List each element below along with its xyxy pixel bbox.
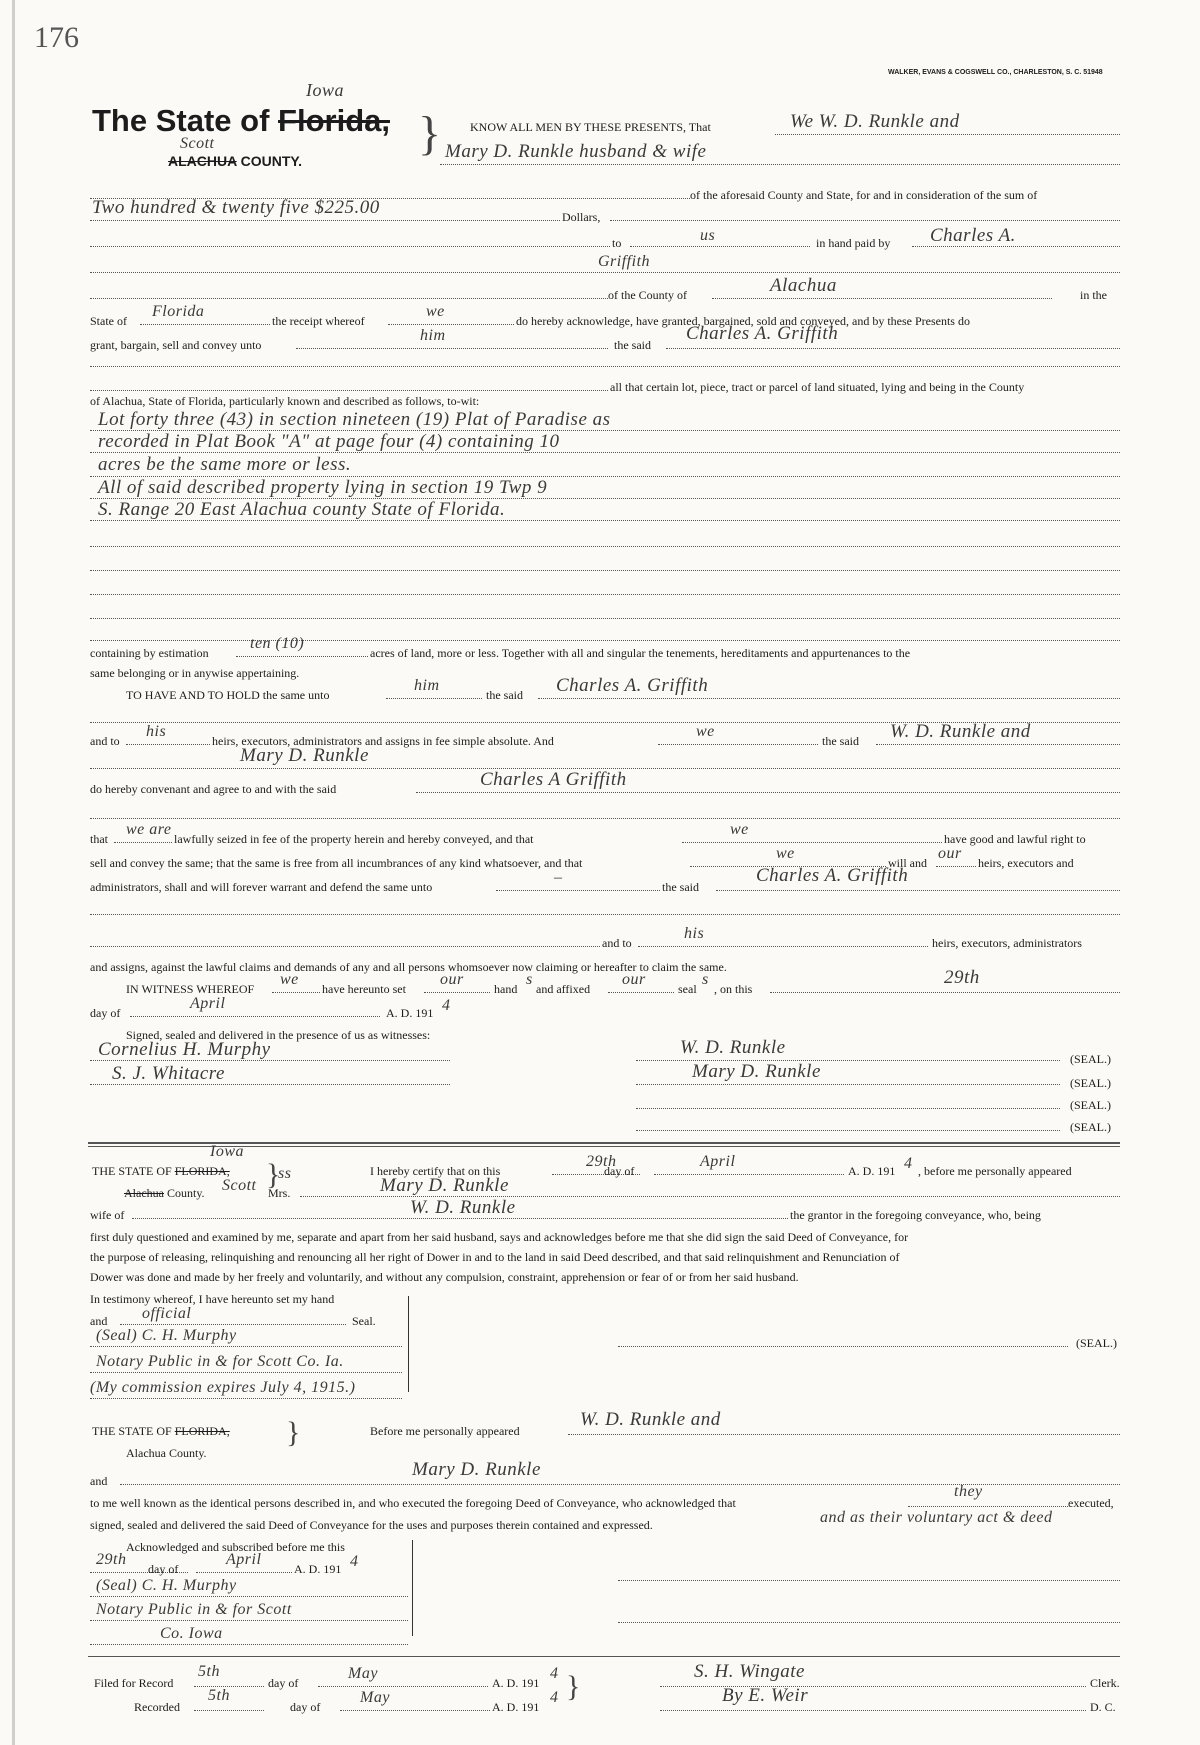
dower-ss: ss [278, 1165, 292, 1182]
clerk-signature: S. H. Wingate [694, 1661, 805, 1682]
dower-county-word: County. [166, 1186, 205, 1200]
state-prefix: The State of [92, 103, 270, 138]
seized-written: we [730, 821, 749, 838]
dower-day: 29th [586, 1153, 617, 1170]
ack-subscribed: Acknowledged and subscribed before me this [126, 1540, 345, 1554]
hand-label: hand [494, 982, 518, 996]
described-text: of Alachua, State of Florida, particularly known and described as follows, to-wit: [90, 394, 480, 408]
covenant-text: do hereby convenant and agree to and with the said [90, 782, 337, 796]
grantors-line2: Mary D. Runkle husband & wife [445, 141, 707, 162]
county-heading [168, 154, 302, 168]
and-to-written: his [146, 723, 167, 740]
amount-written: Two hundred & twenty five $225.00 [92, 197, 380, 218]
admin-line: administrators, shall and will forever warrant and defend the same unto [90, 880, 433, 894]
dower-mrs: Mrs. [268, 1186, 291, 1200]
filed-day-of: day of [268, 1676, 299, 1690]
the-said: the said [614, 338, 651, 352]
filed-day: 5th [198, 1663, 220, 1680]
ack-state-label [92, 1424, 230, 1438]
ack-month: April [226, 1551, 262, 1568]
ack-notary-3: Co. Iowa [160, 1625, 223, 1642]
the-said-2: the said [822, 734, 859, 748]
dower-bracket: } [266, 1158, 281, 1191]
that-label: that [90, 832, 108, 846]
estimation-written: ten (10) [250, 635, 305, 652]
hand-word [494, 982, 517, 996]
right-text: have good and lawful right to [944, 832, 1086, 846]
dc-label: D. C. [1090, 1700, 1116, 1714]
page-number: 176 [34, 21, 79, 54]
set-written: our [440, 971, 464, 988]
admin-written: – [554, 869, 563, 886]
recorded-day: 5th [208, 1687, 230, 1704]
section-rule-2 [88, 1656, 1120, 1657]
dower-county-written: Scott [222, 1177, 257, 1194]
dower-wife-of: wife of [90, 1208, 125, 1222]
dower-ad: A. D. 191 [848, 1164, 896, 1178]
seal-label-1: (SEAL.) [1070, 1052, 1111, 1066]
dower-state-written: Iowa [210, 1143, 244, 1160]
dollars: Dollars, [562, 210, 601, 224]
the-said-3: the said [662, 880, 699, 894]
affixed-written: our [622, 971, 646, 988]
dower-para-2: the purpose of releasing, relinquishing and renouncing all her right of Dower in and to the land in said Deed described, and that said relinquishment and Renunciation of [90, 1250, 900, 1264]
county-written: Scott [180, 135, 215, 152]
state-heading [92, 104, 390, 138]
assigns-line: and assigns, against the lawful claims and demands of any and all persons whomsoever now claiming or hereafter to claim the same. [90, 960, 727, 974]
grantors-line1: We W. D. Runkle and [790, 111, 960, 132]
in-witness: IN WITNESS WHEREOF [126, 982, 255, 996]
dower-appeared: , before me personally appeared [918, 1164, 1072, 1178]
ack-names-2: Mary D. Runkle [412, 1459, 541, 1480]
filed-month: May [348, 1665, 378, 1682]
ack-line-2-written: and as their voluntary act & deed [820, 1509, 1053, 1526]
dower-grantor: the grantor in the foregoing conveyance, who, being [790, 1208, 1041, 1222]
dc-signature: By E. Weir [722, 1685, 809, 1706]
ack-year: 4 [350, 1553, 359, 1570]
ack-ad: A. D. 191 [294, 1562, 342, 1576]
dower-county-struck: Alachua [124, 1186, 164, 1200]
consideration-text: of the aforesaid County and State, for and in consideration of the sum of [690, 188, 1038, 202]
recorded-label: Recorded [134, 1700, 180, 1714]
ack-line-2: signed, sealed and delivered the said Deed of Conveyance for the uses and purposes therein contained and expressed. [90, 1518, 653, 1532]
sell-written: we [776, 845, 795, 862]
in-hand-paid: in hand paid by [816, 236, 891, 250]
dower-para-3: Dower was done and made by her freely and voluntarily, and without any compulsion, constraint, apprehension or fear of or from her said husband. [90, 1270, 799, 1284]
have-set: have hereunto set [322, 982, 406, 996]
dower-notary-2: Notary Public in & for Scott Co. Ia. [96, 1353, 344, 1370]
dower-county-label [124, 1186, 205, 1200]
to-label: to [612, 236, 622, 250]
county-word: COUNTY. [240, 153, 303, 169]
filing-bracket: } [566, 1670, 581, 1703]
dower-mrs-written: Mary D. Runkle [380, 1175, 509, 1196]
know-all: KNOW ALL MEN BY THESE PRESENTS, That [470, 120, 711, 134]
ack-county: Alachua County. [126, 1446, 207, 1460]
habendum-name: Charles A. Griffith [556, 675, 709, 696]
all-that-text: all that certain lot, piece, tract or parcel of land situated, lying and being in the County [610, 380, 1025, 394]
belonging-text: same belonging or in anywise appertaining. [90, 666, 300, 680]
recorded-month: May [360, 1689, 390, 1706]
seal-word: seal [678, 982, 697, 996]
ad-label: A. D. 191 [386, 1006, 434, 1020]
page-edge [12, 0, 15, 1745]
hand-s: s [526, 971, 533, 988]
seal-label-3: (SEAL.) [1070, 1098, 1111, 1112]
signature-1: W. D. Runkle [680, 1037, 786, 1058]
witness-year: 4 [442, 997, 451, 1014]
dower-seal-word: Seal. [352, 1314, 376, 1328]
seal-label-2: (SEAL.) [1070, 1076, 1111, 1090]
seal-label-4: (SEAL.) [1070, 1120, 1111, 1134]
covenant-name: Charles A Griffith [480, 769, 627, 790]
recorded-day-of: day of [290, 1700, 321, 1714]
ack-state-struck: FLORIDA, [174, 1424, 230, 1438]
seal-s: s [702, 971, 709, 988]
dower-notary-1: (Seal) C. H. Murphy [96, 1327, 237, 1344]
and-to-2-written: his [684, 925, 705, 942]
ack-line-1: to me well known as the identical persons described in, and who executed the foregoing Deed of Conveyance, who acknowledged that [90, 1496, 736, 1510]
dower-seal-label: (SEAL.) [1076, 1336, 1117, 1350]
receipt-whereof: the receipt whereof [272, 314, 365, 328]
ack-notary-2: Notary Public in & for Scott [96, 1601, 292, 1618]
defend-name: Charles A. Griffith [756, 865, 909, 886]
dower-state-label [92, 1164, 230, 1178]
dower-state-struck: FLORIDA, [174, 1164, 230, 1178]
said-names-1: W. D. Runkle and [890, 721, 1031, 742]
ack-they: they [954, 1483, 983, 1500]
dower-and: and [90, 1314, 108, 1328]
to-written: us [700, 227, 716, 244]
witness-name-2: S. J. Whitacre [112, 1063, 225, 1084]
description-line-3: acres be the same more or less. [98, 454, 352, 475]
state-of: State of [90, 314, 127, 328]
dower-month: April [700, 1153, 736, 1170]
dower-year: 4 [904, 1155, 913, 1172]
ack-executed: executed, [1068, 1496, 1114, 1510]
and-to-2: and to [602, 936, 632, 950]
in-the: in the [1080, 288, 1107, 302]
sell-line: sell and convey the same; that the same is free from all incumbrances of any kind whatsoever, and that [90, 856, 583, 870]
and-to-label: and to [90, 734, 120, 748]
seized-text: lawfully seized in fee of the property herein and hereby conveyed, and that [174, 832, 534, 846]
on-this: , on this [714, 982, 753, 996]
dower-notary-3: (My commission expires July 4, 1915.) [90, 1379, 356, 1396]
witness-name-1: Cornelius H. Murphy [98, 1039, 271, 1060]
recorded-year: 4 [550, 1689, 559, 1706]
grantee-line2: Griffith [598, 253, 651, 270]
heading-bracket: } [418, 107, 442, 160]
dower-day-of: day of [604, 1164, 635, 1178]
witness-month: April [190, 995, 226, 1012]
of-county: of the County of [608, 288, 687, 302]
habendum-unto: him [414, 677, 440, 694]
state-of-written: Florida [152, 303, 205, 320]
dower-and-written: official [142, 1305, 192, 1322]
dower-wife-written: W. D. Runkle [410, 1197, 516, 1218]
dower-testimony: In testimony whereof, I have hereunto set my hand [90, 1292, 335, 1306]
ack-and: and [90, 1474, 108, 1488]
dower-state-of: THE STATE OF [92, 1164, 172, 1178]
printer-imprint: WALKER, EVANS & COGSWELL CO., CHARLESTON, S. C. 51948 [888, 69, 1103, 76]
habendum-the-said: the said [486, 688, 523, 702]
ack-notary-1: (Seal) C. H. Murphy [96, 1577, 237, 1594]
receipt-written: we [426, 303, 445, 320]
will-written: our [938, 845, 962, 862]
witness-day: 29th [944, 967, 980, 988]
ack-bracket: } [286, 1416, 301, 1449]
will-and: will and [888, 856, 927, 870]
grantee-line1: Charles A. [930, 225, 1016, 246]
and-written: we [696, 723, 715, 740]
filed-ad: A. D. 191 [492, 1676, 540, 1690]
ack-before: Before me personally appeared [370, 1424, 520, 1438]
recorded-ad: A. D. 191 [492, 1700, 540, 1714]
affixed: and affixed [536, 982, 591, 996]
ack-day-of: day of [148, 1562, 179, 1576]
dower-para-1: first duly questioned and examined by me, separate and apart from her said husband, says and acknowledges before me that she did sign the said Deed of Conveyance, for [90, 1230, 909, 1244]
grant-line: grant, bargain, sell and convey unto [90, 338, 262, 352]
said-names-2: Mary D. Runkle [240, 745, 369, 766]
ack-state-of: THE STATE OF [92, 1424, 172, 1438]
the-said-written: Charles A. Griffith [686, 323, 839, 344]
ack-names-1: W. D. Runkle and [580, 1409, 721, 1430]
ack-day: 29th [96, 1551, 127, 1568]
state-struck: Florida, [278, 103, 390, 138]
acknowledge-text: do hereby acknowledge, have granted, bargained, sold and conveyed, and by these Presents do [516, 314, 970, 328]
of-county-written: Alachua [770, 275, 837, 296]
description-line-5: S. Range 20 East Alachua county State of Florida. [98, 499, 506, 520]
description-line-2: recorded in Plat Book "A" at page four (4) containing 10 [98, 431, 560, 452]
description-line-4: All of said described property lying in section 19 Twp 9 [98, 477, 548, 498]
filed-year: 4 [550, 1665, 559, 1682]
dower-certify: I hereby certify that on this [370, 1164, 501, 1178]
heirs-fee-text: heirs, executors, administrators and assigns in fee simple absolute. And [212, 734, 554, 748]
signed-text: Signed, sealed and delivered in the presence of us as witnesses: [126, 1028, 431, 1042]
containing-label: containing by estimation [90, 646, 209, 660]
heirs-exec: heirs, executors and [978, 856, 1074, 870]
unto-written: him [420, 327, 446, 344]
heirs-admin: heirs, executors, administrators [932, 936, 1082, 950]
that-written: we are [126, 821, 172, 838]
acres-text: acres of land, more or less. Together with all and singular the tenements, hereditaments and appurtenances to the [370, 646, 911, 660]
clerk-label: Clerk. [1090, 1676, 1120, 1690]
county-struck: ALACHUA [168, 153, 237, 169]
filed-label: Filed for Record [94, 1676, 174, 1690]
description-line-1: Lot forty three (43) in section nineteen (19) Plat of Paradise as [98, 409, 611, 430]
state-written: Iowa [306, 80, 344, 100]
day-of: day of [90, 1006, 121, 1020]
habendum-label: TO HAVE AND TO HOLD the same unto [126, 688, 330, 702]
witness-written: we [280, 971, 299, 988]
signature-2: Mary D. Runkle [692, 1061, 821, 1082]
